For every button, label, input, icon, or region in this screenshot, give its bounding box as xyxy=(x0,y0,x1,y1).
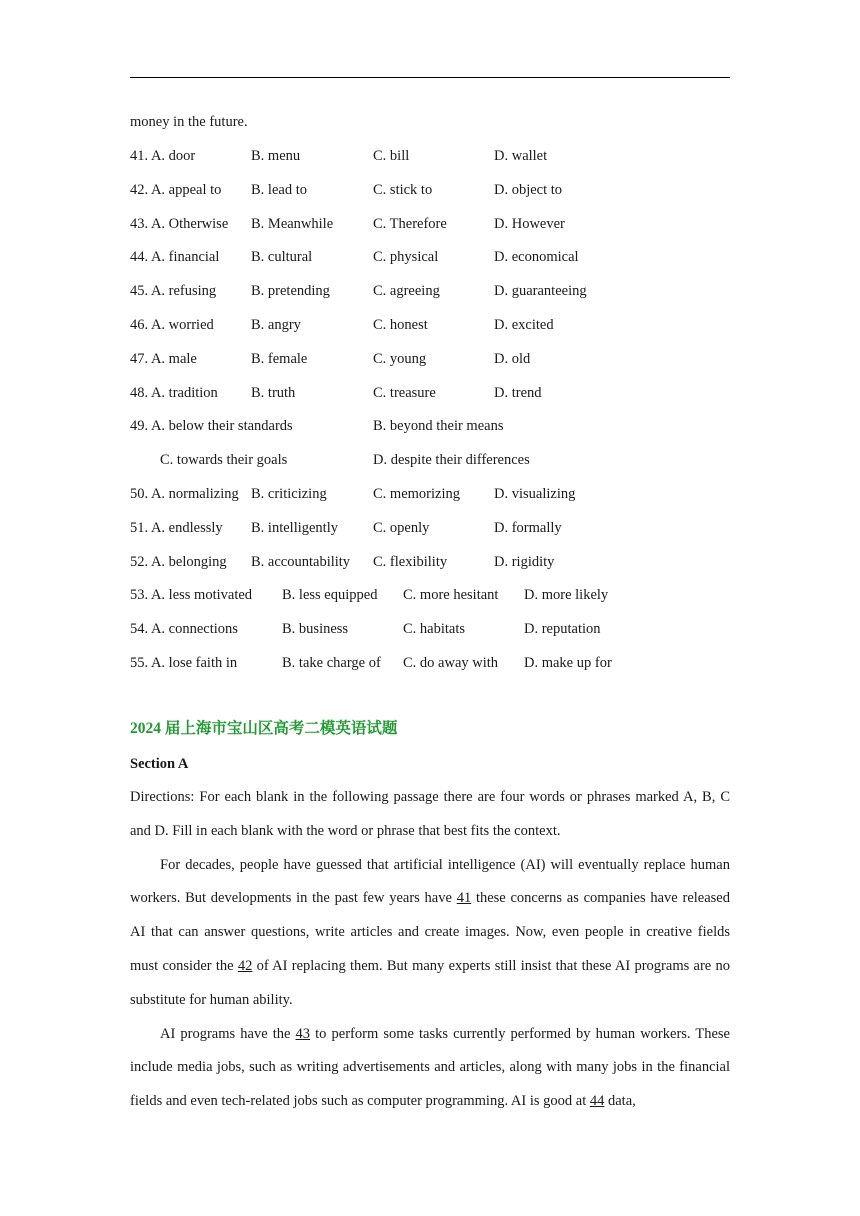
option-c: C. do away with xyxy=(403,654,499,671)
question-row xyxy=(130,620,730,638)
option-a: 46. A. worried xyxy=(130,317,214,333)
question-row xyxy=(130,215,730,233)
question-49-row-1 xyxy=(130,417,730,435)
option-a: 42. A. appeal to xyxy=(130,181,222,198)
option-b: B. less equipped xyxy=(282,587,378,603)
option-b: B. criticizing xyxy=(251,486,327,502)
option-c: C. flexibility xyxy=(373,553,448,570)
option-c: C. openly xyxy=(373,519,430,536)
option-d: D. However xyxy=(494,215,565,232)
option-b: B. truth xyxy=(251,384,296,401)
blank-41: 41 xyxy=(456,890,472,907)
option-a: 47. A. male xyxy=(130,350,197,367)
option-c: C. agreeing xyxy=(373,283,440,300)
option-a: 54. A. connections xyxy=(130,620,238,637)
option-d: D. visualizing xyxy=(494,486,576,502)
option-c: C. more hesitant xyxy=(403,587,499,603)
option-b: B. pretending xyxy=(251,283,330,300)
option-d: D. wallet xyxy=(494,148,548,164)
header-rule xyxy=(130,77,730,78)
option-d: D. economical xyxy=(494,249,579,266)
option-a: 52. A. belonging xyxy=(130,553,227,570)
option-d: D. excited xyxy=(494,317,554,333)
option-b: B. menu xyxy=(251,148,301,164)
option-b: B. beyond their means xyxy=(373,418,504,434)
question-row xyxy=(130,384,730,402)
passage-paragraph-2: AI programs have the 43 to perform some tasks currently performed by human workers. These include media jobs, such as writing advertisements and articles, along with many jobs in the financial fields and even tech-related jobs such as computer programming. AI is good at 44 data, xyxy=(130,1025,730,1110)
option-d: D. make up for xyxy=(524,654,612,671)
blank-44: 44 xyxy=(589,1093,605,1110)
section-label: Section A xyxy=(130,756,189,772)
option-d: D. old xyxy=(494,350,531,367)
option-b: B. accountability xyxy=(251,553,351,570)
passage-paragraph-1: For decades, people have guessed that artificial intelligence (AI) will eventually replace human workers. But developments in the past few years have 41 these concerns as companies have released AI that can answer questions, write articles and create images. Now, even people in creative fields must consider the 42 of AI replacing them. But many experts still insist that these AI programs are no substitute for human ability. xyxy=(130,856,730,1008)
option-c: C. memorizing xyxy=(373,486,460,502)
option-d: D. guaranteeing xyxy=(494,283,587,300)
option-d: D. formally xyxy=(494,519,562,536)
option-a: 41. A. door xyxy=(130,148,196,164)
option-d: D. despite their differences xyxy=(373,452,530,468)
option-d: D. more likely xyxy=(524,587,609,603)
option-b: B. business xyxy=(282,620,349,637)
option-d: D. trend xyxy=(494,384,542,401)
option-c: C. treasure xyxy=(373,384,436,401)
option-c: C. honest xyxy=(373,317,428,333)
option-c: C. physical xyxy=(373,249,439,266)
option-b: B. lead to xyxy=(251,181,307,198)
option-a: 44. A. financial xyxy=(130,249,220,266)
option-b: B. cultural xyxy=(251,249,313,266)
option-a: 43. A. Otherwise xyxy=(130,215,229,232)
option-d: D. object to xyxy=(494,181,563,198)
question-row xyxy=(130,586,730,604)
option-c: C. habitats xyxy=(403,620,466,637)
option-d: D. rigidity xyxy=(494,553,555,570)
question-row xyxy=(130,181,730,199)
exam-title: 2024 届上海市宝山区高考二模英语试题 xyxy=(130,720,398,737)
question-49-row-2 xyxy=(130,451,730,469)
option-c: C. stick to xyxy=(373,181,433,198)
option-a: 50. A. normalizing xyxy=(130,486,239,502)
blank-43: 43 xyxy=(295,1025,311,1042)
question-row xyxy=(130,350,730,368)
question-row xyxy=(130,485,730,503)
passage xyxy=(130,781,730,1119)
option-a: 45. A. refusing xyxy=(130,283,217,300)
option-b: B. angry xyxy=(251,317,301,333)
option-c: C. towards their goals xyxy=(160,452,288,468)
intro-line: money in the future. xyxy=(130,114,248,130)
question-row xyxy=(130,147,730,165)
option-a: 51. A. endlessly xyxy=(130,519,223,536)
option-c: C. bill xyxy=(373,148,410,164)
question-row xyxy=(130,316,730,334)
option-a: 53. A. less motivated xyxy=(130,587,253,603)
blank-42: 42 xyxy=(237,957,253,974)
question-row xyxy=(130,553,730,571)
directions-text: Directions: For each blank in the following passage there are four words or phrases marked A, B, C and D. Fill in each blank with the word or phrase that best fits the context. xyxy=(130,789,730,839)
option-b: B. female xyxy=(251,350,308,367)
question-row xyxy=(130,654,730,672)
option-c: C. young xyxy=(373,350,427,367)
option-d: D. reputation xyxy=(524,620,601,637)
option-b: B. take charge of xyxy=(282,654,381,671)
option-c: C. Therefore xyxy=(373,215,447,232)
question-row xyxy=(130,519,730,537)
option-a: 55. A. lose faith in xyxy=(130,654,238,671)
option-a: 48. A. tradition xyxy=(130,384,218,401)
option-b: B. intelligently xyxy=(251,519,338,536)
question-row xyxy=(130,282,730,300)
option-b: B. Meanwhile xyxy=(251,215,334,232)
option-a: 49. A. below their standards xyxy=(130,418,293,434)
question-row xyxy=(130,248,730,266)
